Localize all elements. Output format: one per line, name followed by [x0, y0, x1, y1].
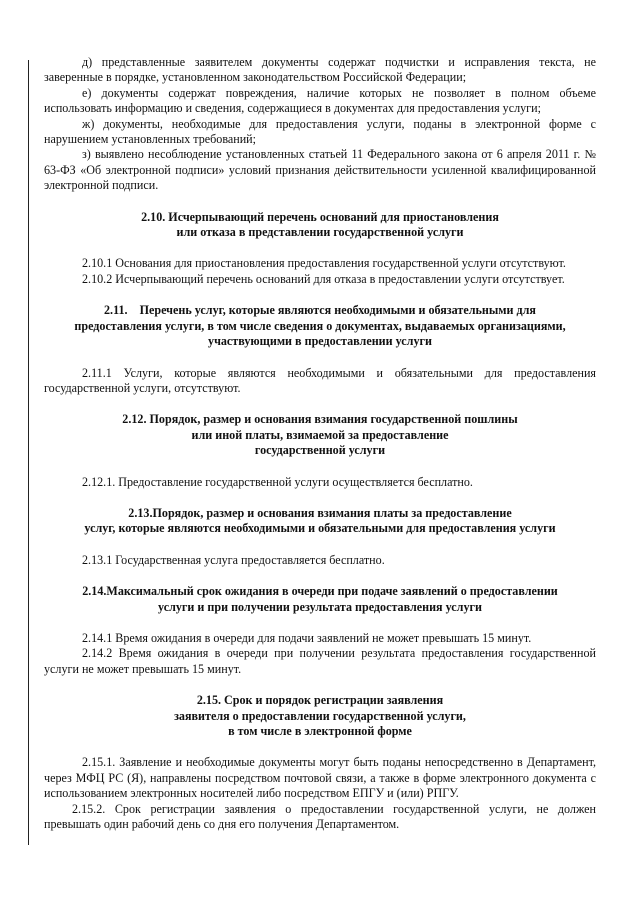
paragraph-z: з) выявлено несоблюдение установленных статьей 11 Федерального закона от 6 апреля 2011 г. № 63-ФЗ «Об электронной подписи» условий признания действительности усиленной квалифицированной электронной подписи.: [44, 147, 596, 193]
section-2-14-heading: [44, 584, 596, 615]
heading-line: 2.15. Срок и порядок регистрации заявления: [196, 693, 444, 708]
heading-line: услуги и при получении результата предоставления услуги: [158, 599, 482, 614]
heading-line: 2.14.Максимальный срок ожидания в очереди при подаче заявлений о предоставлении: [82, 584, 558, 599]
paragraph-zh: ж) документы, необходимые для предоставления услуги, поданы в электронной форме с нарушением установленных требований;: [44, 116, 596, 147]
paragraph-2-11-1: 2.11.1 Услуги, которые являются необходимыми и обязательными для предоставления государственной услуги, отсутствуют.: [44, 365, 596, 395]
paragraph-2-15-2: 2.15.2. Срок регистрации заявления о предоставлении государственной услуги, не должен превышать один рабочий день со дня его получения Департаментом.: [44, 801, 596, 832]
paragraph-e: е) документы содержат повреждения, наличие которых не позволяет в полном объеме использовать информацию и сведения, содержащиеся в документах для предоставления услуги;: [44, 85, 596, 116]
page-margin-line: [28, 60, 29, 845]
paragraph-2-10-1: 2.10.1 Основания для приостановления предоставления государственной услуги отсутствуют.: [82, 256, 566, 271]
paragraph-2-15-1: 2.15.1. Заявление и необходимые документы могут быть поданы непосредственно в Департамент, через МФЦ РС (Я), направлены посредством почтовой связи, а также в форме электронного документа с использованием электронных носителей либо посредством ЕПГУ и (или) РПГУ.: [44, 755, 596, 801]
paragraph-2-14-2: 2.14.2 Время ожидания в очереди при получении результата предоставления государственной услуги не может превышать 15 минут.: [44, 646, 596, 676]
heading-line: 2.10. Исчерпывающий перечень оснований для приостановления: [141, 209, 499, 224]
section-2-15-heading: [44, 693, 596, 739]
section-2-11-heading: [44, 303, 596, 349]
paragraph-2-10-2: 2.10.2 Исчерпывающий перечень оснований для отказа в предоставлении услуги отсутствует.: [82, 271, 565, 286]
section-2-10-heading: [44, 210, 596, 241]
heading-line: 2.11. Перечень услуг, которые являются необходимыми и обязательными для: [104, 303, 536, 318]
heading-line: предоставления услуги, в том числе сведения о документах, выдаваемых организациями,: [74, 318, 566, 333]
heading-line: 2.12. Порядок, размер и основания взимания государственной пошлины: [122, 412, 518, 427]
heading-line: 2.13.Порядок, размер и основания взимания платы за предоставление: [128, 505, 512, 520]
heading-line: или иной платы, взимаемой за предоставление: [191, 427, 449, 442]
paragraph-2-14-1: 2.14.1 Время ожидания в очереди для подачи заявлений не может превышать 15 минут.: [82, 630, 532, 645]
paragraph-d: д) представленные заявителем документы содержат подчистки и исправления текста, не заверенные в порядке, установленном законодательством Российской Федерации;: [44, 55, 596, 85]
heading-line: государственной услуги: [254, 443, 386, 458]
heading-line: в том числе в электронной форме: [228, 724, 412, 738]
heading-line: услуг, которые являются необходимыми и обязательными для предоставления услуги: [84, 521, 556, 536]
section-2-13-heading: [44, 506, 596, 537]
heading-line: или отказа в представлении государственной услуги: [176, 225, 464, 240]
section-2-12-heading: [44, 412, 596, 458]
paragraph-2-12-1: 2.12.1. Предоставление государственной услуги осуществляется бесплатно.: [82, 474, 473, 489]
document-page: [44, 55, 596, 832]
heading-line: заявителя о предоставлении государственной услуги,: [174, 708, 466, 723]
paragraph-2-13-1: 2.13.1 Государственная услуга предоставляется бесплатно.: [82, 552, 385, 567]
heading-line: участвующими в предоставлении услуги: [208, 334, 432, 349]
